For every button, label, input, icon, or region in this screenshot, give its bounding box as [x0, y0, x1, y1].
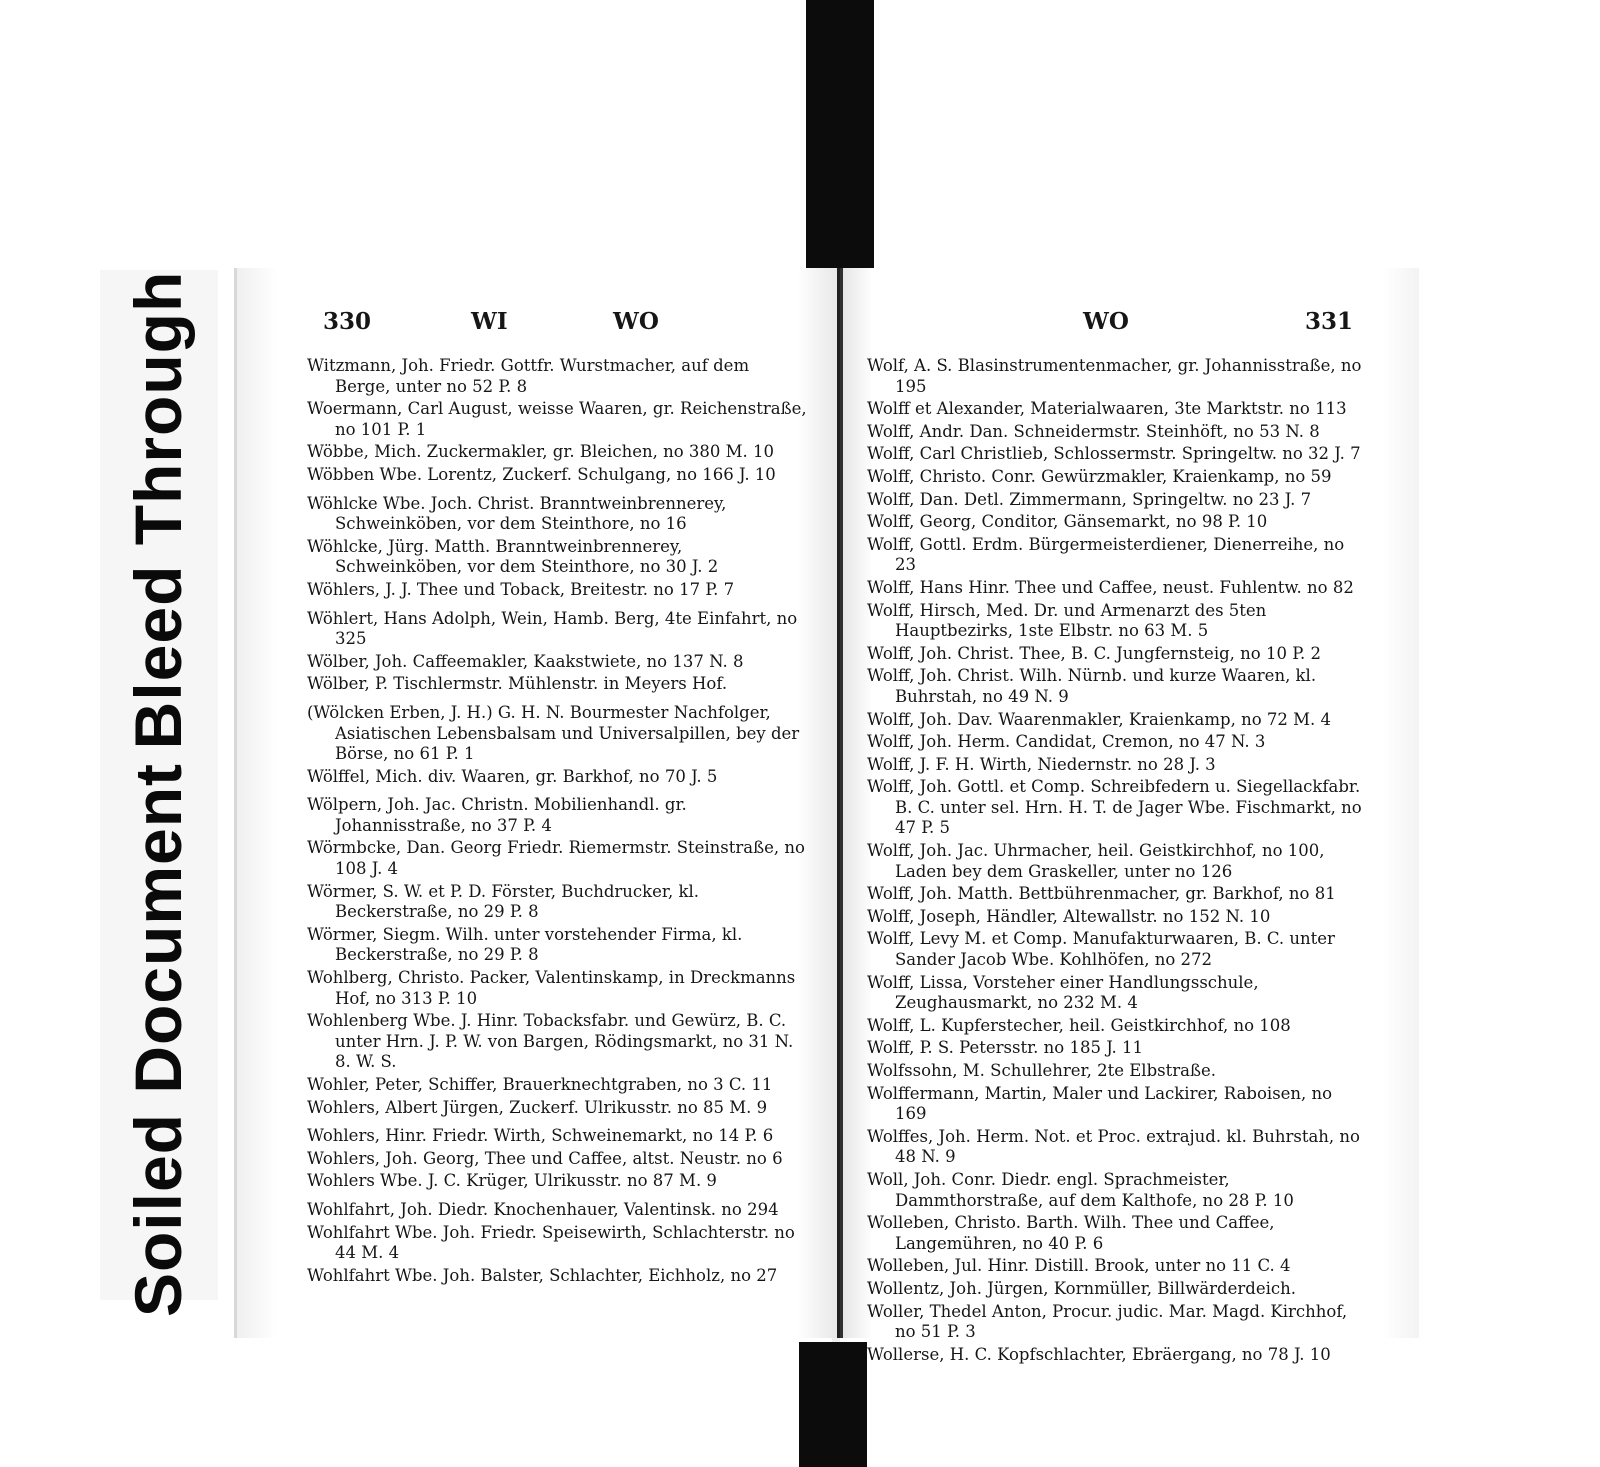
directory-entry: Wohlberg, Christo. Packer, Valentinskamp, in Dreckmanns Hof, no 313 P. 10 [307, 968, 796, 1008]
right-page-number: 331 [1305, 308, 1354, 335]
directory-entry: Wohlfahrt, Joh. Diedr. Knochenhauer, Valentinsk. no 294 [307, 1199, 779, 1219]
directory-entry: Wolff, Andr. Dan. Schneidermstr. Steinhöft, no 53 N. 8 [867, 421, 1320, 441]
directory-entry: Wollentz, Joh. Jürgen, Kornmüller, Billwärderdeich. [867, 1278, 1296, 1298]
directory-entry: Wolff, Hirsch, Med. Dr. und Armenarzt des 5ten Hauptbezirks, 1ste Elbstr. no 63 M. 5 [867, 600, 1267, 641]
directory-entry: Wölber, P. Tischlermstr. Mühlenstr. in Meyers Hof. [307, 674, 728, 694]
directory-entry: Wohlenberg Wbe. J. Hinr. Tobacksfabr. und Gewürz, B. C. unter Hrn. J. P. W. von Bargen, Rödingsmarkt, no 31 N. 8. W. S. [307, 1011, 794, 1072]
directory-entry: Wolleben, Jul. Hinr. Distill. Brook, unter no 11 C. 4 [867, 1256, 1291, 1276]
directory-entry: Wolff, Joh. Matth. Bettbührenmacher, gr. Barkhof, no 81 [867, 884, 1336, 904]
directory-entry: Wolf, A. S. Blasinstrumentenmacher, gr. Johannisstraße, no 195 [867, 356, 1362, 396]
right-page-header [843, 308, 1419, 338]
directory-entry: Witzmann, Joh. Friedr. Gottfr. Wurstmacher, auf dem Berge, unter no 52 P. 8 [307, 356, 750, 396]
bleed-through-label: Bleed Through [121, 270, 195, 750]
directory-entry: Wolfssohn, M. Schullehrer, 2te Elbstraße. [867, 1061, 1216, 1080]
directory-entry: Wöhlcke, Jürg. Matth. Branntweinbrennerey, Schweinköben, vor dem Steinthore, no 30 J. 2 [307, 536, 719, 577]
spine-bar-bottom [799, 1342, 867, 1467]
directory-entry: Wolff, L. Kupferstecher, heil. Geistkirchhof, no 108 [867, 1015, 1291, 1035]
directory-entry: Wohlers, Albert Jürgen, Zuckerf. Ulrikusstr. no 85 M. 9 [307, 1097, 768, 1117]
soiled-document-label: Soiled Document [121, 762, 195, 1318]
directory-entry: Wolff, J. F. H. Wirth, Niedernstr. no 28 J. 3 [867, 754, 1216, 774]
directory-entry: Wölber, Joh. Caffeemakler, Kaakstwiete, no 137 N. 8 [307, 651, 744, 671]
directory-entry: Wollerse, H. C. Kopfschlachter, Ebräergang, no 78 J. 10 [867, 1344, 1331, 1364]
directory-entry: Wolff, Joh. Dav. Waarenmakler, Kraienkamp, no 72 M. 4 [867, 709, 1332, 729]
right-running-head-wo: WO [1083, 308, 1129, 335]
directory-entry: Wolffes, Joh. Herm. Not. et Proc. extrajud. kl. Buhrstah, no 48 N. 9 [867, 1126, 1360, 1167]
directory-entry: Wolff, Dan. Detl. Zimmermann, Springeltw. no 23 J. 7 [867, 489, 1312, 509]
right-entry-list [867, 356, 1363, 1367]
left-page [234, 268, 840, 1338]
directory-entry: Woller, Thedel Anton, Procur. judic. Mar. Magd. Kirchhof, no 51 P. 3 [867, 1301, 1348, 1342]
directory-entry: Wolff, Hans Hinr. Thee und Caffee, neust. Fuhlentw. no 82 [867, 577, 1354, 597]
right-page [840, 268, 1419, 1364]
spine-bar-top [806, 0, 874, 276]
directory-entry: Wohlers, Joh. Georg, Thee und Caffee, altst. Neustr. no 6 [307, 1148, 783, 1168]
directory-entry: Wöbbe, Mich. Zuckermakler, gr. Bleichen, no 380 M. 10 [307, 442, 774, 462]
directory-entry: Wörmer, Siegm. Wilh. unter vorstehender Firma, kl. Beckerstraße, no 29 P. 8 [307, 924, 743, 965]
directory-entry: Wolff, Lissa, Vorsteher einer Handlungsschule, Zeughausmarkt, no 232 M. 4 [867, 972, 1259, 1013]
directory-entry: Wöhlers, J. J. Thee und Toback, Breitestr. no 17 P. 7 [307, 579, 735, 599]
directory-entry: Wölpern, Joh. Jac. Christn. Mobilienhandl. gr. Johannisstraße, no 37 P. 4 [307, 795, 687, 835]
directory-entry: Wöbben Wbe. Lorentz, Zuckerf. Schulgang, no 166 J. 10 [307, 464, 776, 484]
directory-entry: Woermann, Carl August, weisse Waaren, gr. Reichenstraße, no 101 P. 1 [307, 399, 807, 439]
directory-entry: Wolff, Joh. Herm. Candidat, Cremon, no 47 N. 3 [867, 732, 1266, 752]
directory-entry: Wöhlert, Hans Adolph, Wein, Hamb. Berg, 4te Einfahrt, no 325 [307, 608, 798, 649]
directory-entry: Wolff, Christo. Conr. Gewürzmakler, Kraienkamp, no 59 [867, 466, 1332, 486]
directory-entry: Wörmer, S. W. et P. D. Förster, Buchdrucker, kl. Beckerstraße, no 29 P. 8 [307, 881, 700, 922]
left-page-header [237, 308, 837, 338]
directory-entry: Wohlfahrt Wbe. Joh. Balster, Schlachter, Eichholz, no 27 [307, 1265, 778, 1285]
directory-entry: Wohlers, Hinr. Friedr. Wirth, Schweinemarkt, no 14 P. 6 [307, 1126, 774, 1146]
directory-entry: Wohler, Peter, Schiffer, Brauerknechtgraben, no 3 C. 11 [307, 1075, 773, 1094]
directory-entry: (Wölcken Erben, J. H.) G. H. N. Bourmester Nachfolger, Asiatischen Lebensbalsam und Universalpillen, bey der Börse, no 61 P. 1 [307, 702, 800, 764]
directory-entry: Wolff, Georg, Conditor, Gänsemarkt, no 98 P. 10 [867, 512, 1268, 532]
left-page-number: 330 [323, 308, 372, 335]
directory-entry: Wolff, Joh. Gottl. et Comp. Schreibfedern u. Siegellackfabr. B. C. unter sel. Hrn. H. T. de Jager Wbe. Fischmarkt, no 47 P. 5 [867, 777, 1362, 838]
directory-entry: Wolff, Levy M. et Comp. Manufakturwaaren, B. C. unter Sander Jacob Wbe. Kohlhöfen, no 272 [867, 929, 1335, 970]
directory-entry: Wolff, Joseph, Händler, Altewallstr. no 152 N. 10 [867, 906, 1271, 926]
directory-entry: Wolff, Joh. Christ. Wilh. Nürnb. und kurze Waaren, kl. Buhrstah, no 49 N. 9 [867, 666, 1317, 706]
directory-entry: Wolff, Joh. Jac. Uhrmacher, heil. Geistkirchhof, no 100, Laden bey dem Graskeller, unter no 126 [867, 841, 1325, 881]
directory-entry: Wolleben, Christo. Barth. Wilh. Thee und Caffee, Langemühren, no 40 P. 6 [867, 1213, 1275, 1253]
directory-entry: Woll, Joh. Conr. Diedr. engl. Sprachmeister, Dammthorstraße, auf dem Kalthofe, no 28 P. 10 [867, 1169, 1294, 1210]
directory-entry: Wolff, Gottl. Erdm. Bürgermeisterdiener, Dienerreihe, no 23 [867, 534, 1345, 575]
directory-entry: Wohlers Wbe. J. C. Krüger, Ulrikusstr. no 87 M. 9 [307, 1171, 717, 1191]
directory-entry: Wolff et Alexander, Materialwaaren, 3te Marktstr. no 113 [867, 399, 1347, 419]
directory-entry: Wölffel, Mich. div. Waaren, gr. Barkhof, no 70 J. 5 [307, 766, 718, 786]
directory-entry: Wohlfahrt Wbe. Joh. Friedr. Speisewirth, Schlachterstr. no 44 M. 4 [307, 1222, 795, 1263]
left-entry-list [307, 356, 809, 1288]
left-running-head-wo: WO [613, 308, 659, 335]
directory-entry: Wolff, P. S. Petersstr. no 185 J. 11 [867, 1038, 1144, 1058]
left-running-head-wi: WI [471, 308, 508, 335]
directory-entry: Wolffermann, Martin, Maler und Lackirer, Raboisen, no 169 [867, 1083, 1333, 1124]
directory-entry: Wöhlcke Wbe. Joch. Christ. Branntweinbrennerey, Schweinköben, vor dem Steinthore, no 16 [307, 493, 727, 534]
directory-entry: Wolff, Carl Christlieb, Schlossermstr. Springeltw. no 32 J. 7 [867, 444, 1361, 464]
directory-entry: Wolff, Joh. Christ. Thee, B. C. Jungfernsteig, no 10 P. 2 [867, 643, 1321, 663]
directory-entry: Wörmbcke, Dan. Georg Friedr. Riemermstr. Steinstraße, no 108 J. 4 [307, 838, 805, 879]
